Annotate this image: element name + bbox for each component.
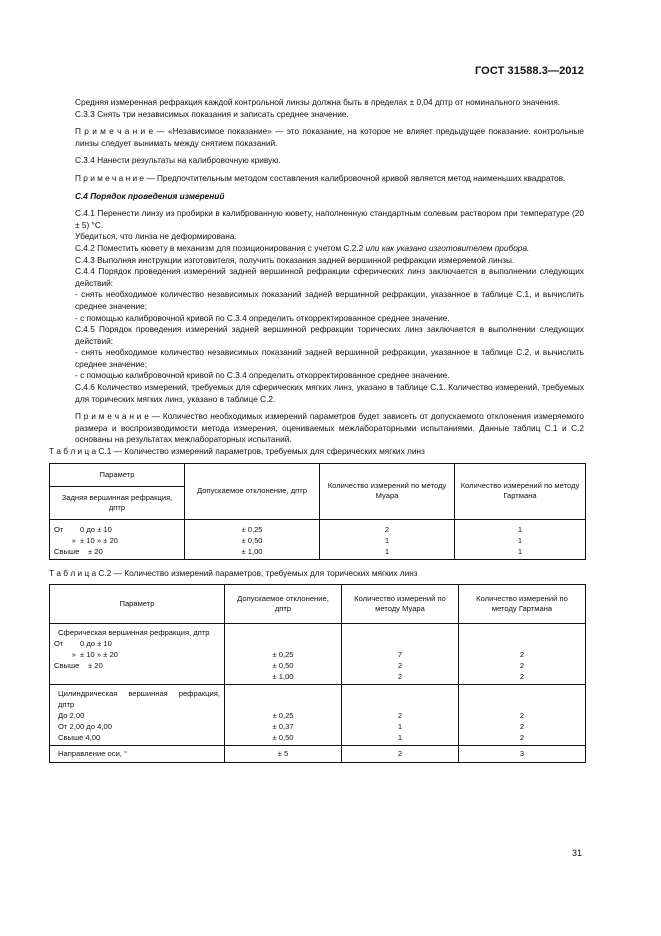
cell-text: ± 10 » ± 20	[80, 535, 118, 545]
table-header-cell: Количество измерений по методу Гартмана	[459, 585, 586, 624]
table-row	[50, 519, 586, 559]
table-caption-label: Т а б л и ц а С.1	[49, 446, 112, 457]
cell-text: 3	[459, 746, 586, 763]
cell-text: ± 0,25	[272, 711, 294, 721]
cell-text: Свыше	[54, 546, 80, 556]
cell-text: ± 1,00	[241, 546, 263, 556]
table-header-cell: Параметр	[50, 463, 185, 486]
paragraph	[75, 243, 584, 255]
paragraph: Убедиться, что линза не деформирована.	[75, 231, 237, 242]
cell-text: 2	[519, 711, 525, 721]
cell-text: 1	[517, 546, 523, 556]
note-text: — Предпочтительным методом составления калибровочной кривой является метод наименьших квадратов.	[144, 172, 566, 183]
cell-text: 1	[517, 524, 523, 534]
cell-text: ± 0,50	[272, 661, 294, 671]
table-header-cell: Допускаемое отклонение, дптр	[185, 463, 320, 519]
cell-text: От 2,00 до 4,00	[58, 722, 112, 732]
table-caption-label: Т а б л и ц а С.2	[49, 567, 112, 578]
paragraph: С.3.4 Нанести результаты на калибровочную кривую.	[75, 155, 281, 166]
list-item: - снять необходимое количество независимых показаний задней вершинной рефракции, указанное в таблице С.2, и вычислить среднее значение;	[75, 347, 584, 369]
table-row	[50, 624, 586, 685]
table-caption	[49, 446, 584, 458]
paragraph: С.4.1 Перенести линзу из пробирки в калиброванную кювету, наполненную стандартным солевым раствором при температуре (20 ± 5) °С.	[75, 208, 584, 230]
table-header-cell: Количество измерений по методу Муара	[320, 463, 455, 519]
paragraph: С.4.6 Количество измерений, требуемых для сферических мягких линз, указано в таблице С.1. Количество измерений, требуемых для торических мягких линз, указано в таблице С.2.	[75, 382, 584, 404]
note-label: П р и м е ч а н и е	[75, 172, 145, 183]
cell-text: 2	[519, 672, 525, 682]
table-c1	[49, 463, 586, 560]
cell-text: ± 20	[88, 661, 103, 671]
cell-text: Свыше	[54, 661, 80, 671]
list-item: - снять необходимое количество независимых показаний задней вершинной рефракции, указанное в таблице С.1, и вычислить среднее значение;	[75, 289, 584, 311]
note-text: — «Независимое показание» — это показание, на которое не влияет предыдущее показание. контрольные линзы следует вынимать между снятием показаний.	[75, 126, 584, 148]
paragraph-italic-text: или как указано изготовителем прибора.	[365, 242, 530, 253]
cell-text: 2	[519, 661, 525, 671]
cell-text: ± 10 » ± 20	[80, 650, 118, 660]
note	[75, 126, 584, 149]
cell-text: 1	[384, 546, 390, 556]
table-caption-text: — Количество измерений параметров, требуемых для сферических мягких линз	[111, 446, 425, 457]
table-header-cell: Допускаемое отклонение, дптр	[225, 585, 342, 624]
paragraph: Средняя измеренная рефракция каждой контрольной линзы должна быть в пределах ± 0,04 дптр от номинального значения.	[75, 97, 561, 107]
cell-text: От	[54, 639, 64, 649]
note-label: П р и м е ч а н и е	[75, 411, 149, 422]
section-title: С.4 Порядок проведения измерений	[75, 190, 225, 201]
table-row	[50, 685, 586, 746]
table-c2	[49, 584, 586, 763]
cell-text: ± 0,50	[241, 535, 263, 545]
table-row	[50, 746, 586, 763]
cell-text: 7	[397, 650, 403, 660]
table-header-cell: Задняя вершинная рефракция, дптр	[50, 486, 185, 519]
list-item: - с помощью калибровочной кривой по С.3.4 определить откорректированное среднее значение.	[75, 370, 450, 381]
paragraph: С.3.3 Снять три независимых показания и записать среднее значение.	[75, 108, 349, 119]
paragraph-text: С.4.2 Поместить кювету в механизм для позиционирования с учетом С.2.2	[75, 242, 366, 253]
cell-text: »	[71, 535, 76, 545]
cell-text: 0 до ± 10	[80, 524, 112, 534]
note	[75, 173, 584, 185]
paragraph: С.4.4 Порядок проведения измерений задней вершинной рефракции сферических линз заключается в выполнении следующих действий:	[75, 266, 584, 288]
cell-text: 1	[397, 722, 403, 732]
table-header-cell: Параметр	[50, 585, 225, 624]
cell-text: 2	[397, 672, 403, 682]
table-header-cell: Количество измерений по методу Гартмана	[455, 463, 586, 519]
list-item: - с помощью калибровочной кривой по С.3.4 определить откорректированное среднее значение.	[75, 312, 450, 323]
cell-text: Сферическая вершинная рефракция, дптр	[58, 628, 210, 638]
page-number: 31	[572, 848, 583, 858]
cell-text: 2	[384, 524, 390, 534]
cell-text: 1	[517, 535, 523, 545]
document-header: ГОСТ 31588.3—2012	[474, 65, 584, 77]
cell-text: »	[71, 650, 76, 660]
main-text	[49, 97, 584, 763]
cell-text: Свыше 4,00	[58, 733, 101, 743]
cell-text: До 2,00	[58, 711, 85, 721]
cell-text: 2	[397, 661, 403, 671]
cell-text: ± 0,25	[241, 524, 263, 534]
cell-text: ± 5	[225, 746, 342, 763]
cell-text: 0 до ± 10	[80, 639, 112, 649]
cell-text: ± 1,00	[272, 672, 294, 682]
note-label: П р и м е ч а н и е	[75, 126, 154, 137]
note-text: — Количество необходимых измерений параметров будет зависеть от допускаемого отклонения измеряемого размера и воспроизводимости метода измерения, оцениваемых межлабораторными испытаниями. Данные таблиц С.1 и С.2 основаны на результатах межлабораторных испытаний.	[75, 411, 584, 445]
cell-text: ± 0,37	[272, 722, 294, 732]
cell-text: ± 0,25	[272, 650, 294, 660]
cell-text: 2	[342, 746, 459, 763]
cell-text: 2	[519, 722, 525, 732]
note	[75, 411, 584, 446]
cell-text: 2	[397, 711, 403, 721]
table-caption	[49, 568, 584, 580]
cell-text: От	[54, 524, 64, 534]
cell-text: 2	[519, 650, 525, 660]
table-caption-text: — Количество измерений параметров, требуемых для торических мягких линз	[111, 567, 418, 578]
table-header-cell: Количество измерений по методу Муара	[342, 585, 459, 624]
paragraph: С.4.3 Выполняя инструкции изготовителя, получить показания задней вершинной рефракции измеряемой линзы.	[75, 254, 515, 265]
paragraph: С.4.5 Порядок проведения измерений задней вершинной рефракции торических линз заключается в выполнении следующих действий:	[75, 324, 584, 346]
cell-text: 2	[519, 733, 525, 743]
cell-text: Направление оси, °	[50, 746, 225, 763]
cell-text: 1	[397, 733, 403, 743]
cell-text: Цилиндрическая вершинная рефракция, дптр	[58, 689, 220, 710]
cell-text: ± 20	[88, 546, 103, 556]
cell-text: ± 0,50	[272, 733, 294, 743]
cell-text: 1	[384, 535, 390, 545]
